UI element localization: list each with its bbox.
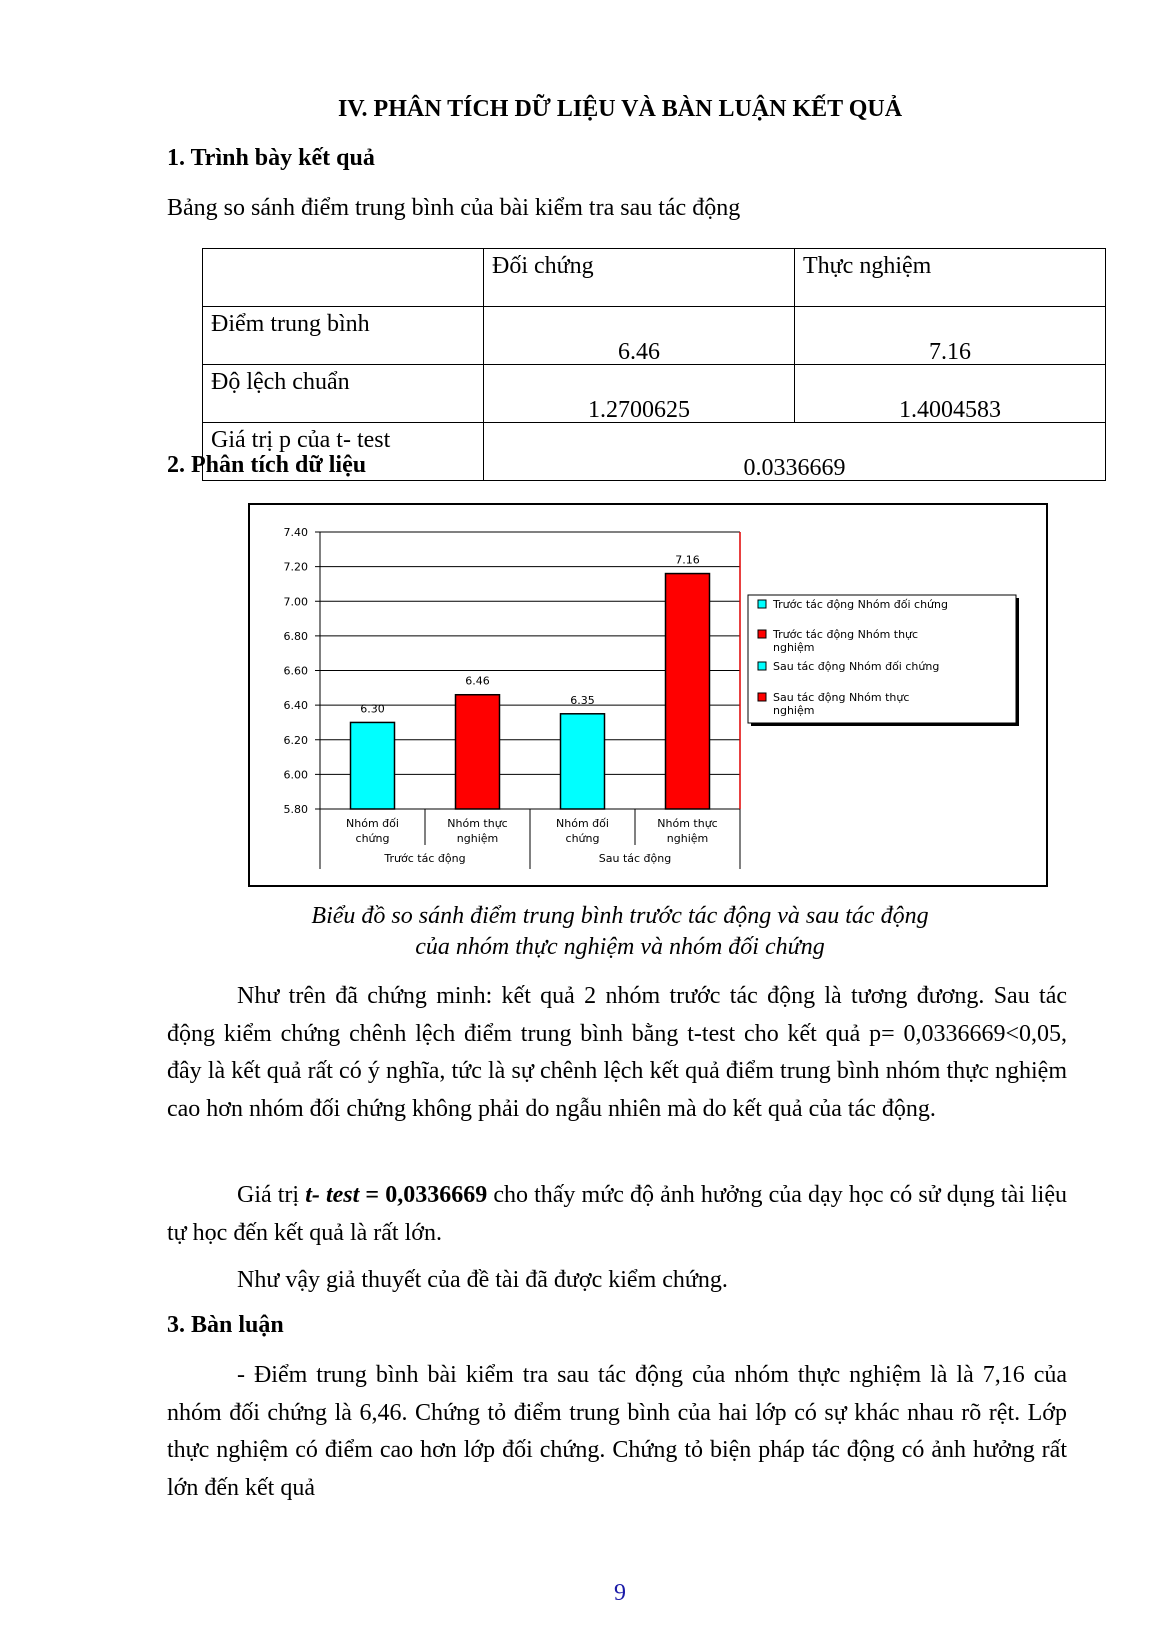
cell-pvalue [484, 423, 1106, 481]
comparison-table [202, 248, 1106, 481]
ttest-prefix: Giá trị [237, 1182, 306, 1208]
legend-label: Sau tác động Nhóm đối chứng [773, 660, 940, 673]
y-tick-label: 5.80 [283, 803, 308, 816]
bar-value-label: 7.16 [675, 553, 700, 567]
conclusion-text: Như vậy giả thuyết của đề tài đã được kiểm chứng. [237, 1267, 728, 1293]
x-category-label: Nhóm thực [447, 817, 508, 830]
bar-value-label: 6.35 [570, 693, 595, 707]
bar [561, 714, 605, 809]
bar [456, 695, 500, 809]
table-header-row [203, 249, 1106, 307]
heading-analysis: 2. Phân tích dữ liệu [167, 452, 367, 478]
x-group-label: Trước tác động [384, 852, 466, 865]
value-mean-control: 6.46 [618, 339, 660, 365]
heading-results: 1. Trình bày kết quả [167, 145, 375, 171]
cell-sd-experimental [795, 365, 1106, 423]
bar-chart [250, 505, 1046, 885]
analysis-paragraph [167, 978, 1067, 1128]
row-label-sd: Độ lệch chuẩn [203, 365, 484, 423]
cell-sd-control [484, 365, 795, 423]
y-tick-label: 6.20 [283, 733, 308, 747]
row-label-mean: Điểm trung bình [203, 307, 484, 365]
heading-discussion: 3. Bàn luận [167, 1312, 284, 1338]
legend-label: Trước tác động Nhóm đối chứng [773, 598, 948, 611]
y-tick-label: 6.60 [283, 664, 308, 678]
x-category-label: nghiệm [456, 832, 499, 845]
bar [351, 722, 395, 809]
legend-swatch [758, 600, 766, 608]
cell-mean-control [484, 307, 795, 365]
table-corner-cell [203, 249, 484, 307]
value-sd-experimental: 1.4004583 [899, 397, 1001, 423]
y-tick-label: 6.80 [283, 629, 308, 643]
y-tick-label: 7.40 [283, 526, 308, 539]
ttest-value: = 0,0336669 [359, 1182, 488, 1208]
legend-swatch [758, 630, 766, 638]
value-mean-experimental: 7.16 [929, 339, 971, 365]
cell-mean-experimental [795, 307, 1106, 365]
ttest-term: t- test [305, 1182, 360, 1208]
legend-label: Trước tác động Nhóm thực [773, 628, 919, 641]
x-category-label: Nhóm thực [657, 817, 718, 830]
legend-label: nghiệm [773, 704, 815, 717]
table-row [203, 307, 1106, 365]
page-number: 9 [614, 1580, 626, 1606]
x-group-label: Sau tác động [598, 852, 672, 865]
col-header-control: Đối chứng [484, 249, 795, 307]
conclusion-paragraph [167, 1262, 1067, 1300]
chart-caption-line2: của nhóm thực nghiệm và nhóm đối chứng [415, 934, 825, 960]
discussion-paragraph [167, 1357, 1067, 1507]
x-category-label: Nhóm đối [556, 817, 609, 830]
ttest-rest: cho thấy mức độ ảnh hưởng của dạy học có sử dụng tài liệu tự học đến kết quả là rất lớn. [167, 1182, 1067, 1246]
y-tick-label: 7.00 [283, 595, 308, 609]
chart-frame [248, 503, 1048, 887]
legend-label: nghiệm [773, 641, 815, 654]
table-row [203, 365, 1106, 423]
y-tick-label: 6.00 [283, 768, 308, 782]
value-sd-control: 1.2700625 [588, 397, 690, 423]
legend-swatch [758, 693, 766, 701]
section-title: IV. PHÂN TÍCH DỮ LIỆU VÀ BÀN LUẬN KẾT QUẢ [337, 96, 903, 122]
table-intro: Bảng so sánh điểm trung bình của bài kiểm tra sau tác động [167, 195, 741, 221]
col-header-experimental: Thực nghiệm [795, 249, 1106, 307]
analysis-text: Như trên đã chứng minh: kết quả 2 nhóm trước tác động là tương đương. Sau tác động kiểm chứng chênh lệch điểm trung bình bằng t-test cho kết quả p= 0,0336669<0,05, đây là kết quả rất có ý nghĩa, tức là sự chênh lệch kết quả điểm trung bình nhóm thực nghiệm cao hơn nhóm đối chứng không phải do ngẫu nhiên mà do kết quả của tác động. [167, 983, 1067, 1122]
bar [666, 574, 710, 809]
chart-caption-line1: Biểu đồ so sánh điểm trung bình trước tác động và sau tác động [311, 903, 929, 929]
value-pvalue: 0.0336669 [743, 455, 846, 481]
row-label-pvalue: Giá trị p của t- test [203, 423, 484, 481]
legend-swatch [758, 662, 766, 670]
y-tick-label: 7.20 [283, 560, 308, 574]
ttest-paragraph [167, 1177, 1067, 1252]
bar-value-label: 6.46 [465, 674, 490, 688]
x-category-label: chứng [565, 832, 600, 845]
discussion-text: - Điểm trung bình bài kiểm tra sau tác động của nhóm thực nghiệm là là 7,16 của nhóm đối chứng là 6,46. Chứng tỏ điểm trung bình của hai lớp có sự khác nhau rõ rệt. Lớp thực nghiệm có điểm cao hơn lớp đối chứng. Chứng tỏ biện pháp tác động có ảnh hưởng rất lớn đến kết quả [167, 1362, 1067, 1501]
y-tick-label: 6.40 [283, 699, 308, 713]
x-category-label: nghiệm [666, 832, 709, 845]
x-category-label: chứng [355, 832, 390, 845]
legend-label: Sau tác động Nhóm thực [773, 691, 910, 704]
bar-value-label: 6.30 [360, 702, 385, 716]
x-category-label: Nhóm đối [346, 817, 399, 830]
